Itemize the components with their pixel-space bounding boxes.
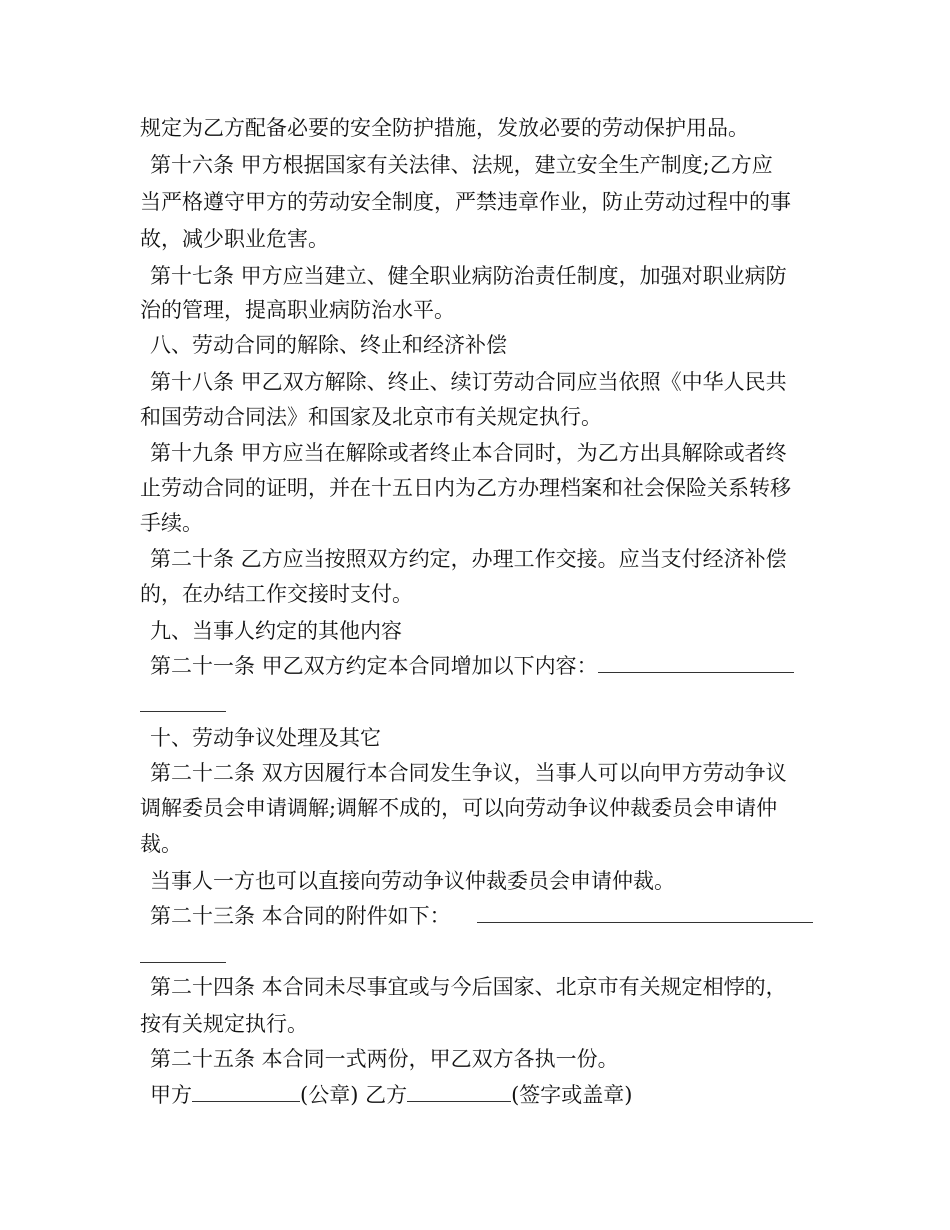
article-22-line: 第二十二条 双方因履行本合同发生争议，当事人可以向甲方劳动争议: [150, 761, 787, 785]
paragraph-line: 止劳动合同的证明，并在十五日内为乙方办理档案和社会保险关系转移: [140, 476, 791, 500]
paragraph-line: 当事人一方也可以直接向劳动争议仲裁委员会申请仲裁。: [150, 869, 675, 893]
section-10-heading: 十、劳动争议处理及其它: [150, 726, 381, 750]
party-a-seal-label: (公章): [300, 1083, 359, 1107]
article-17-line: 第十七条 甲方应当建立、健全职业病防治责任制度，加强对职业病防: [150, 264, 787, 288]
article-21-text: 第二十一条 甲乙双方约定本合同增加以下内容：: [150, 654, 598, 678]
paragraph-line: 和国劳动合同法》和国家及北京市有关规定执行。: [140, 405, 602, 429]
party-b-seal-label: (签字或盖章): [511, 1083, 633, 1107]
article-21-line: [150, 654, 830, 678]
article-25-line: 第二十五条 本合同一式两份，甲乙双方各执一份。: [150, 1047, 619, 1071]
party-b-label: 乙方: [365, 1083, 408, 1107]
fill-in-blank-continuation[interactable]: [140, 711, 226, 712]
article-20-line: 第二十条 乙方应当按照双方约定，办理工作交接。应当支付经济补偿: [150, 547, 787, 571]
article-16-line: 第十六条 甲方根据国家有关法律、法规，建立安全生产制度;乙方应: [150, 153, 773, 177]
article-24-line: 第二十四条 本合同未尽事宜或与今后国家、北京市有关规定相悖的，: [150, 975, 787, 999]
party-a-blank[interactable]: [192, 1083, 300, 1102]
paragraph-line: 的，在办结工作交接时支付。: [140, 582, 413, 606]
article-18-line: 第十八条 甲乙双方解除、终止、续订劳动合同应当依照《中华人民共: [150, 370, 787, 394]
attachment-blank[interactable]: [477, 904, 813, 923]
paragraph-line: 裁。: [140, 832, 182, 856]
article-19-line: 第十九条 甲方应当在解除或者终止本合同时，为乙方出具解除或者终: [150, 441, 787, 465]
signature-line: [150, 1083, 830, 1107]
paragraph-line: 手续。: [140, 511, 203, 535]
paragraph-line: 按有关规定执行。: [140, 1012, 308, 1036]
attachment-blank-continuation[interactable]: [140, 962, 226, 963]
paragraph-line: 当严格遵守甲方的劳动安全制度，严禁违章作业，防止劳动过程中的事: [140, 190, 791, 214]
fill-in-blank[interactable]: [598, 654, 794, 673]
paragraph-line: 规定为乙方配备必要的安全防护措施，发放必要的劳动保护用品。: [140, 116, 749, 140]
article-23-text: 第二十三条 本合同的附件如下：: [150, 904, 451, 928]
paragraph-line: 调解委员会申请调解;调解不成的，可以向劳动争议仲裁委员会申请仲: [140, 796, 778, 820]
paragraph-line: 治的管理，提高职业病防治水平。: [140, 298, 455, 322]
paragraph-line: 故，减少职业危害。: [140, 227, 329, 251]
section-9-heading: 九、当事人约定的其他内容: [150, 619, 402, 643]
article-23-line: [150, 904, 830, 928]
party-b-blank[interactable]: [407, 1083, 511, 1102]
section-8-heading: 八、劳动合同的解除、终止和经济补偿: [150, 333, 507, 357]
party-a-label: 甲方: [150, 1083, 192, 1107]
